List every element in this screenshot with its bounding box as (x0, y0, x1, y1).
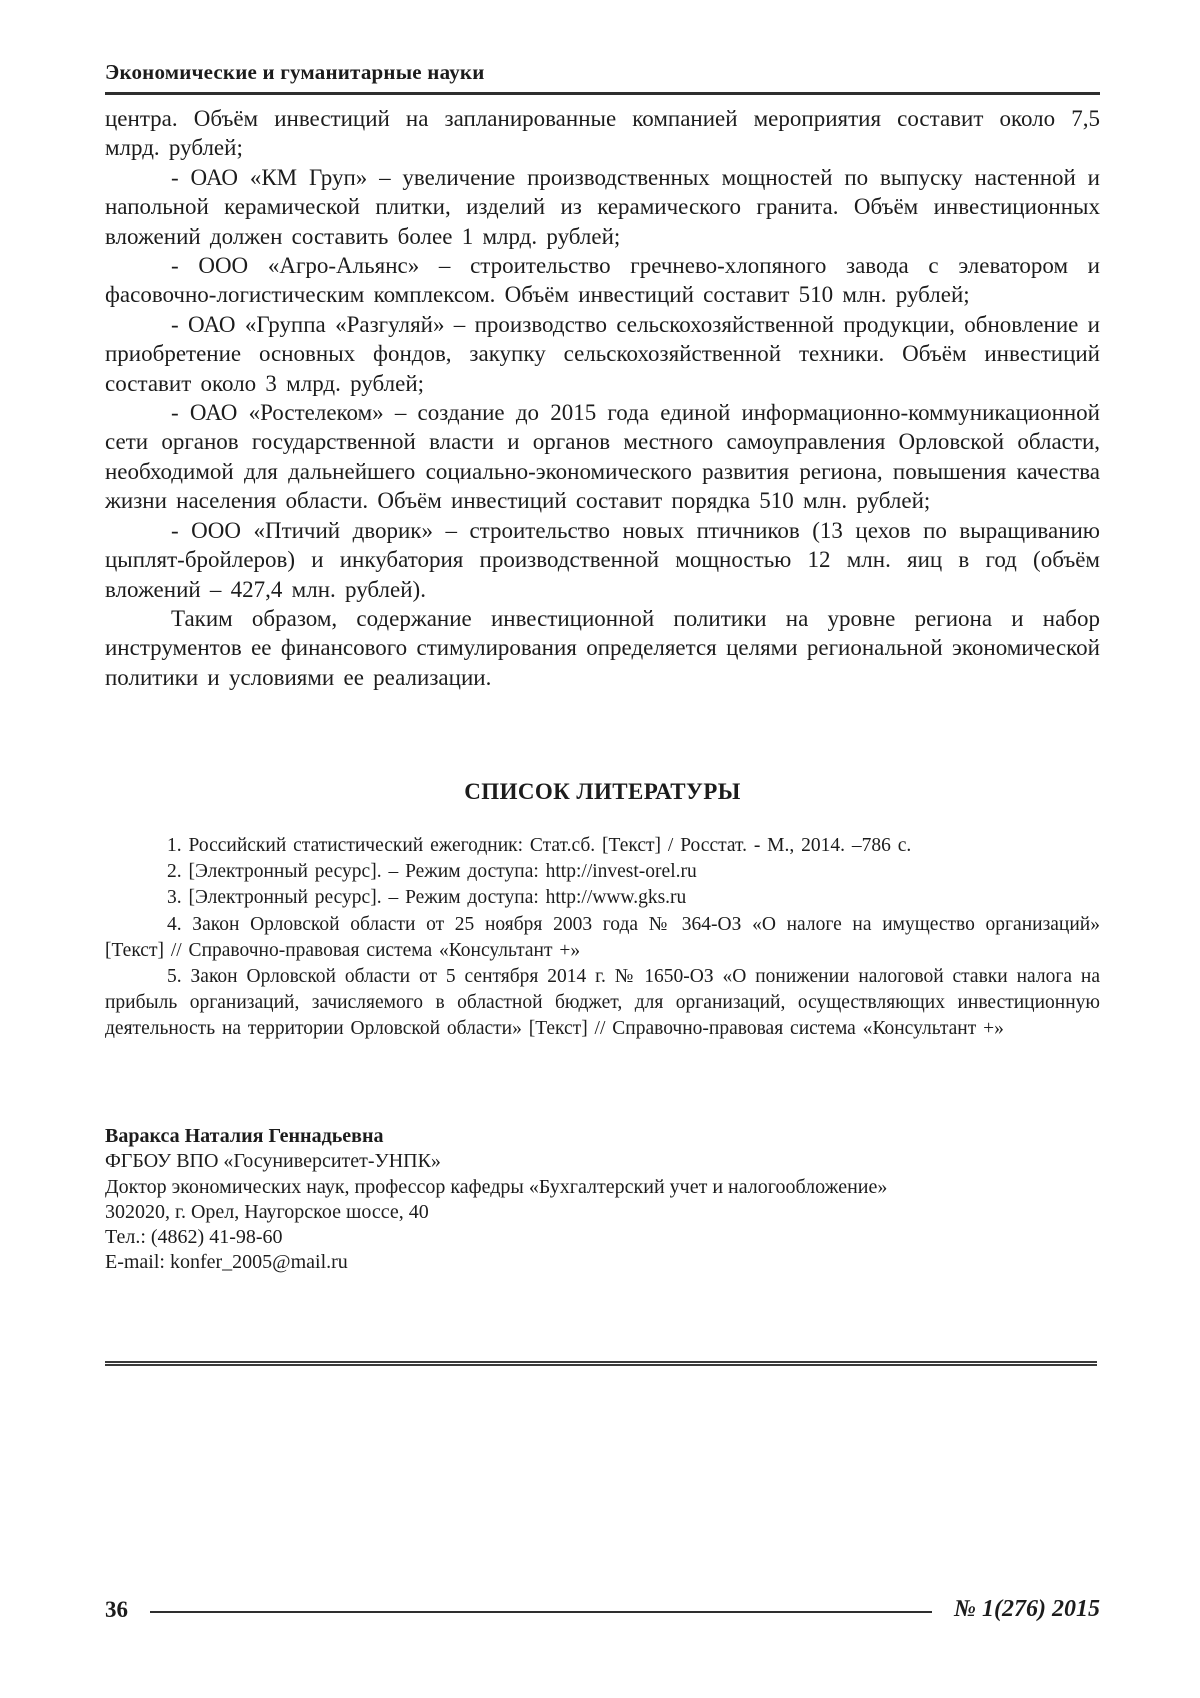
page-number: 36 (105, 1596, 128, 1622)
running-header-title: Экономические и гуманитарные науки (105, 60, 485, 84)
article-body (105, 104, 1100, 692)
literature-item: 5. Закон Орловской области от 5 сентября 2014 г. № 1650-ОЗ «О понижении налоговой ставки налога на прибыль организаций, зачисляемого в областной бюджет, для организаций, осуществляющих инвестиционную деятельность на территории Орловской области» [Текст] // Справочно-правовая система «Консультант +» (105, 966, 1100, 1040)
author-affiliation: ФГБОУ ВПО «Госуниверситет-УНПК» (105, 1150, 441, 1173)
literature-item: 4. Закон Орловской области от 25 ноября 2003 года № 364-ОЗ «О налоге на имущество организаций» [Текст] // Справочно-правовая система «Консультант +» (105, 913, 1100, 961)
page-footer (105, 1596, 1100, 1623)
body-paragraph: Таким образом, содержание инвестиционной политики на уровне региона и набор инструментов ее финансового стимулирования определяется целями региональной экономической политики и условиями ее реализации. (105, 605, 1100, 690)
literature-section-title: СПИСОК ЛИТЕРАТУРЫ (464, 779, 741, 804)
author-phone: Тел.: (4862) 41-98-60 (105, 1226, 283, 1249)
literature-item: 2. [Электронный ресурс]. – Режим доступа: http://invest-orel.ru (167, 861, 697, 883)
literature-item: 1. Российский статистический ежегодник: Стат.сб. [Текст] / Росстат. - М., 2014. –786 с. (167, 835, 912, 856)
author-info (105, 1124, 1100, 1276)
body-paragraph: - ООО «Птичий дворик» – строительство новых птичников (13 цехов по выращиванию цыплят-бройлеров) и инкубатория производственной мощностью 12 млн. яиц в год (объём вложений – 427,4 млн. рублей). (105, 517, 1100, 602)
literature-list (105, 833, 1100, 1043)
author-position: Доктор экономических наук, профессор кафедры «Бухгалтерский учет и налогообложение» (105, 1175, 888, 1198)
body-paragraph: - ООО «Агро-Альянс» – строительство гречнево-хлопяного завода с элеватором и фасовочно-логистическим комплексом. Объём инвестиций составит 510 млн. рублей; (105, 253, 1100, 308)
running-header (105, 60, 1100, 95)
issue-label: № 1(276) 2015 (954, 1596, 1100, 1622)
literature-item: 3. [Электронный ресурс]. – Режим доступа: http://www.gks.ru (167, 887, 687, 909)
footer-rule (150, 1611, 932, 1613)
body-paragraph: центра. Объём инвестиций на запланированные компанией мероприятия составит около 7,5 млрд. рублей; (105, 106, 1100, 161)
author-address: 302020, г. Орел, Наугорское шоссе, 40 (105, 1200, 429, 1223)
author-name: Варакса Наталия Геннадьевна (105, 1125, 384, 1147)
body-paragraph: - ОАО «КМ Груп» – увеличение производственных мощностей по выпуску настенной и напольной керамической плитки, изделий из керамического гранита. Объём инвестиционных вложений должен составить более 1 млрд. рублей; (105, 164, 1100, 249)
body-paragraph: - ОАО «Ростелеком» – создание до 2015 года единой информационно-коммуникационной сети органов государственной власти и органов местного самоуправления Орловской области, необходимой для дальнейшего социально-экономического развития региона, повышения качества жизни населения области. Объём инвестиций составит порядка 510 млн. рублей; (105, 400, 1100, 514)
section-divider-rule (105, 1361, 1097, 1366)
author-email: E-mail: konfer_2005@mail.ru (105, 1251, 348, 1274)
body-paragraph: - ОАО «Группа «Разгуляй» – производство сельскохозяйственной продукции, обновление и приобретение основных фондов, закупку сельскохозяйственной техники. Объём инвестиций составит около 3 млрд. рублей; (105, 311, 1100, 396)
